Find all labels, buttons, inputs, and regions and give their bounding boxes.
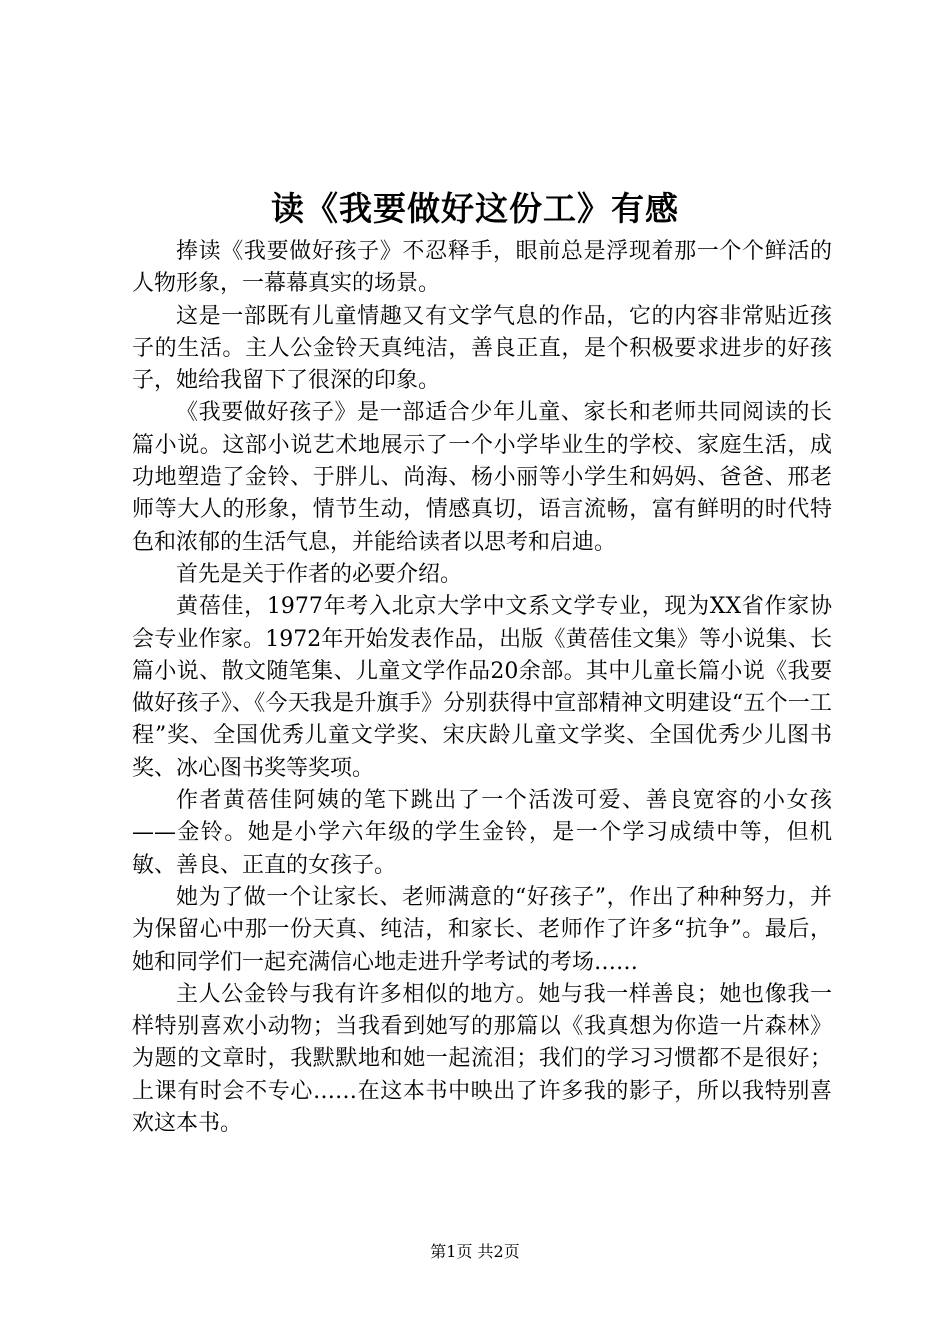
- paragraph-2: 这是一部既有儿童情趣又有文学气息的作品，它的内容非常贴近孩子的生活。主人公金铃天真纯洁，善良正直，是个积极要求进步的好孩子，她给我留下了很深的印象。: [132, 303, 832, 394]
- page-number-footer: 第1页 共2页: [430, 1242, 520, 1261]
- document-title: 读《我要做好这份工》有感: [271, 189, 679, 228]
- paragraph-5: 黄蓓佳，1977年考入北京大学中文系文学专业，现为XX省作家协会专业作家。1972年开始发表作品，出版《黄蓓佳文集》等小说集、长篇小说、散文随笔集、儿童文学作品20余部。其中儿童长篇小说《我要做好孩子》、《今天我是升旗手》分别获得中宣部精神文明建设“五个一工程”奖、全国优秀儿童文学奖、宋庆龄儿童文学奖、全国优秀少儿图书奖、冰心图书奖等奖项。: [132, 594, 832, 781]
- paragraph-6: 作者黄蓓佳阿姨的笔下跳出了一个活泼可爱、善良宽容的小女孩——金铃。她是小学六年级的学生金铃，是一个学习成绩中等，但机敏、善良、正直的女孩子。: [132, 788, 832, 878]
- paragraph-1: 捧读《我要做好孩子》不忍释手，眼前总是浮现着那一个个鲜活的人物形象，一幕幕真实的场景。: [132, 239, 832, 297]
- paragraph-7: 她为了做一个让家长、老师满意的“好孩子”，作出了种种努力，并为保留心中那一份天真、纯洁，和家长、老师作了许多“抗争”。最后，她和同学们一起充满信心地走进升学考试的考场……: [132, 884, 832, 975]
- paragraph-8: 主人公金铃与我有许多相似的地方。她与我一样善良；她也像我一样特别喜欢小动物；当我看到她写的那篇以《我真想为你造一片森林》为题的文章时，我默默地和她一起流泪；我们的学习习惯都不是很好；上课有时会不专心……在这本书中映出了许多我的影子，所以我特别喜欢这本书。: [132, 981, 832, 1137]
- paragraph-4: 首先是关于作者的必要介绍。: [176, 561, 463, 587]
- paragraph-3: 《我要做好孩子》是一部适合少年儿童、家长和老师共同阅读的长篇小说。这部小说艺术地展示了一个小学毕业生的学校、家庭生活，成功地塑造了金铃、于胖儿、尚海、杨小丽等小学生和妈妈、爸爸、邢老师等大人的形象，情节生动，情感真切，语言流畅，富有鲜明的时代特色和浓郁的生活气息，并能给读者以思考和启迪。: [132, 400, 832, 555]
- document-body: [132, 236, 832, 1140]
